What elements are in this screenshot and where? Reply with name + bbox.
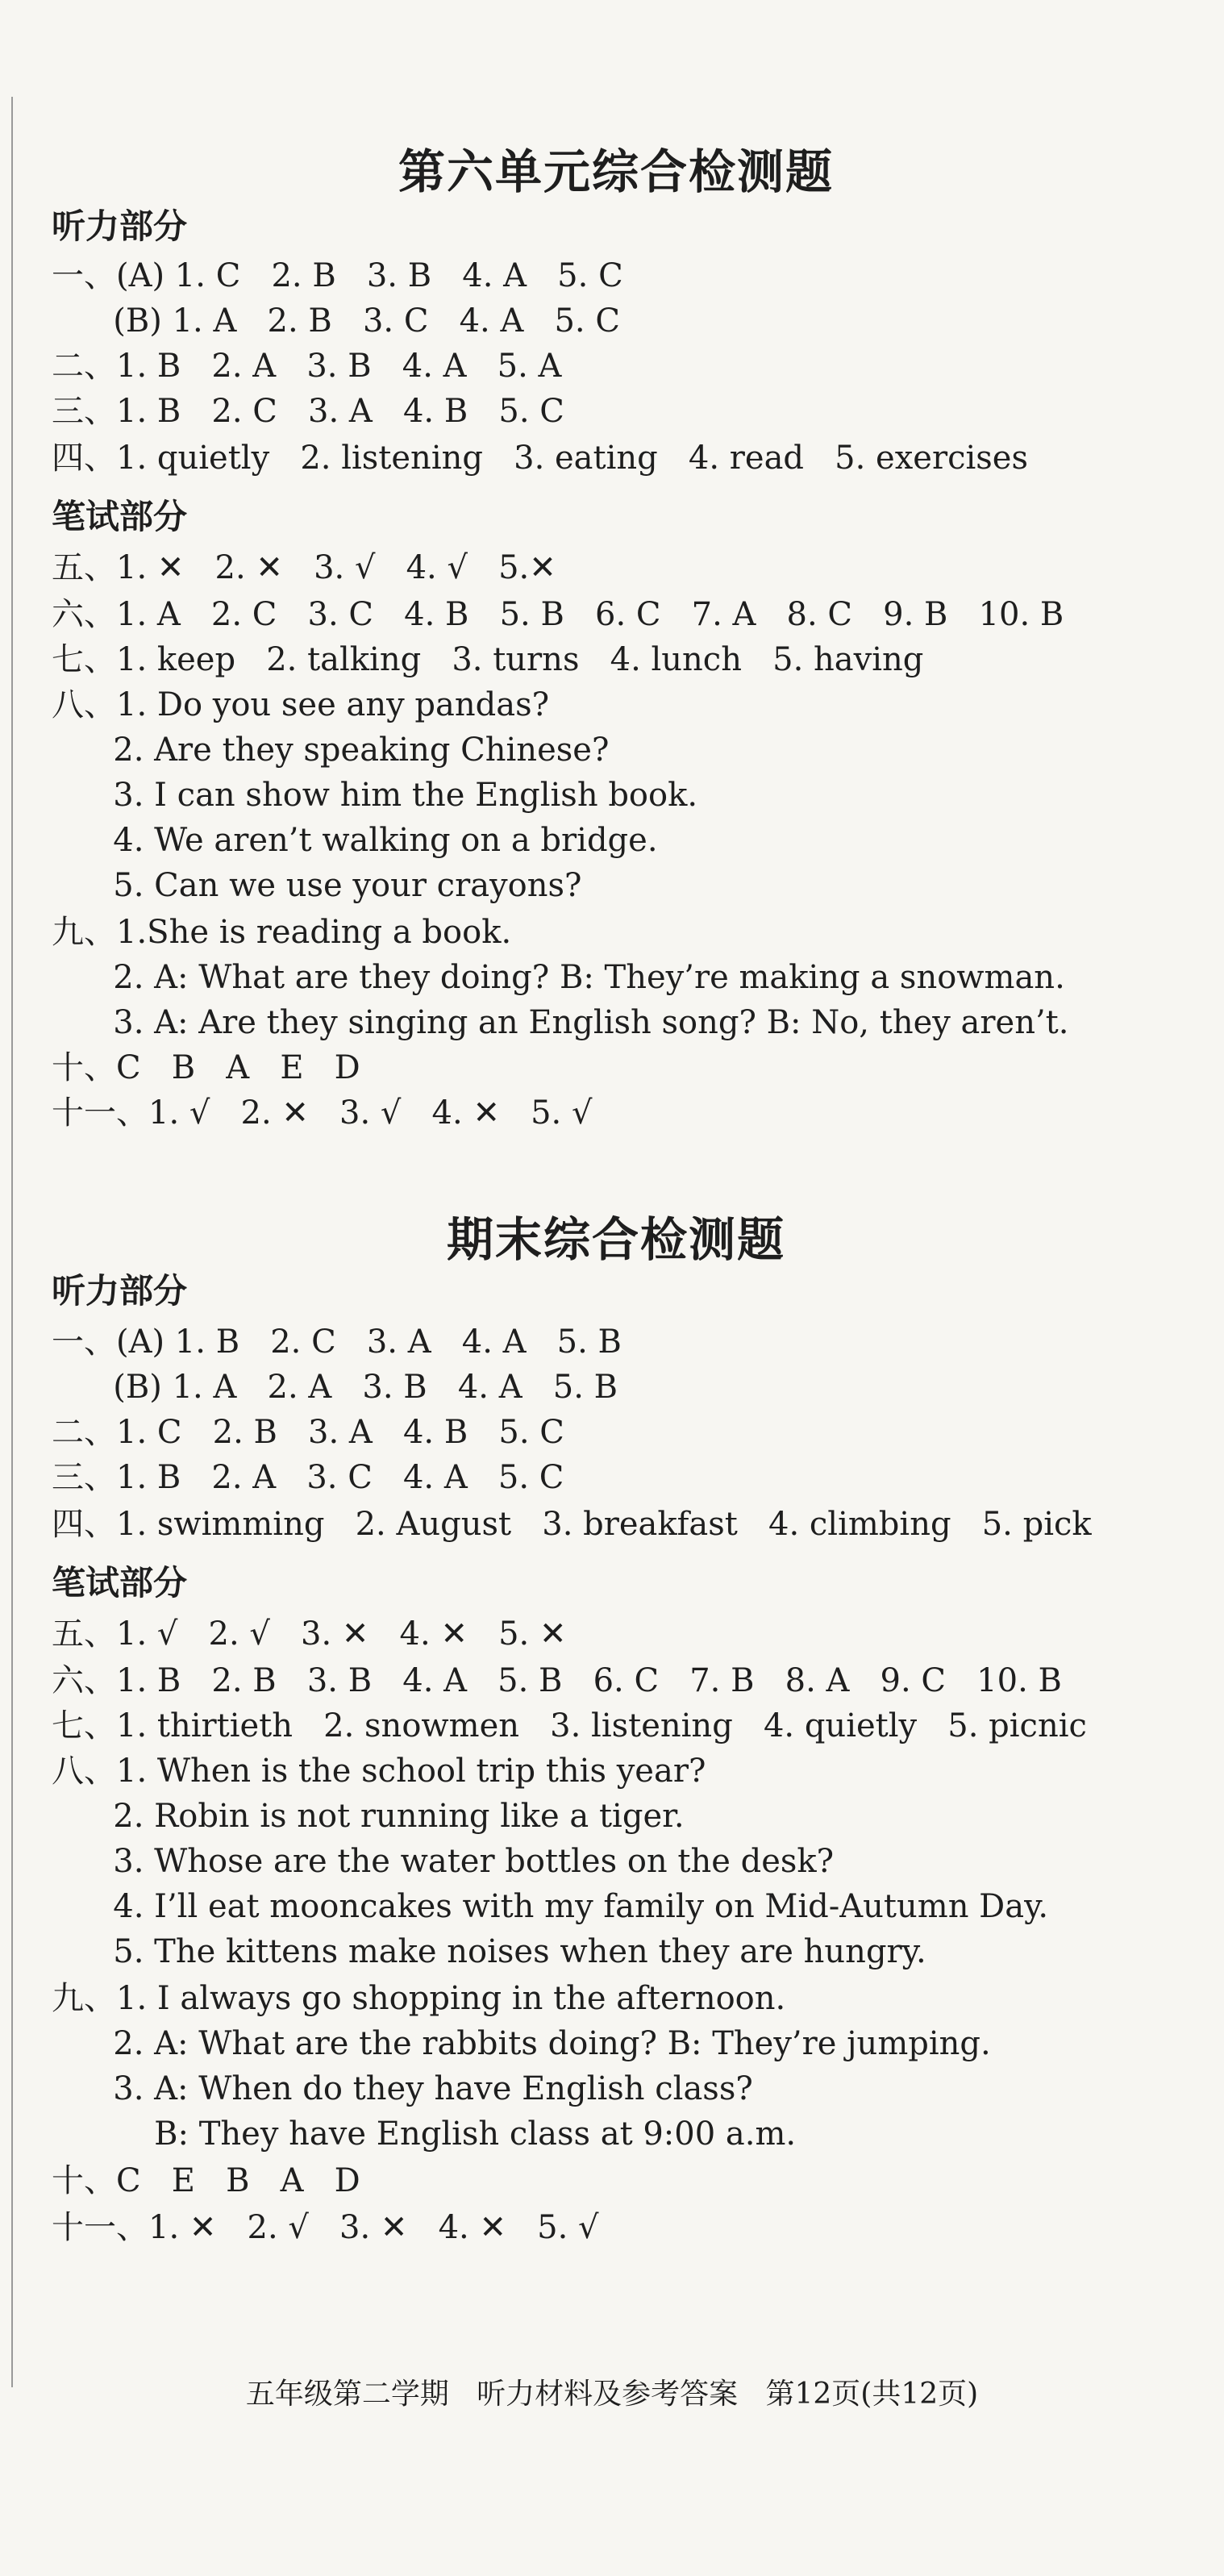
unit6-answer-line: 六、1. A 2. C 3. C 4. B 5. B 6. C 7. A 8. C 9. B 10. B <box>52 596 1064 633</box>
unit6-answer-line: 一、(A) 1. C 2. B 3. B 4. A 5. C <box>52 257 623 294</box>
final-answer-line: 十一、1. ✕ 2. √ 3. ✕ 4. ✕ 5. √ <box>52 2209 599 2246</box>
unit6-answer-line: 四、1. quietly 2. listening 3. eating 4. read 5. exercises <box>52 440 1028 477</box>
final-answer-line: 一、(A) 1. B 2. C 3. A 4. A 5. B <box>52 1323 622 1361</box>
unit6-answer-line: 三、1. B 2. C 3. A 4. B 5. C <box>52 393 564 430</box>
final-answer-line: 5. The kittens make noises when they are hungry. <box>52 1933 926 1970</box>
final-answer-line: 2. A: What are the rabbits doing? B: They’re jumping. <box>52 2025 991 2062</box>
unit6-answer-line: 5. Can we use your crayons? <box>52 867 582 904</box>
final-answer-line: 3. A: When do they have English class? <box>52 2070 753 2107</box>
final-writing-heading: 笔试部分 <box>52 1563 188 1603</box>
unit6-answer-line: 八、1. Do you see any pandas? <box>52 686 550 723</box>
final-answer-line: 六、1. B 2. B 3. B 4. A 5. B 6. C 7. B 8. A 9. C 10. B <box>52 1662 1062 1699</box>
final-answer-line: 3. Whose are the water bottles on the desk? <box>52 1843 835 1880</box>
final-answer-line: 三、1. B 2. A 3. C 4. A 5. C <box>52 1459 564 1496</box>
page-footer: 五年级第二学期 听力材料及参考答案 第12页(共12页) <box>245 2378 979 2411</box>
final-answer-line: 九、1. I always go shopping in the afternoon. <box>52 1980 786 2017</box>
unit6-answer-line: 十、C B A E D <box>52 1049 360 1086</box>
unit6-answer-line: 五、1. ✕ 2. ✕ 3. √ 4. √ 5.✕ <box>52 549 556 586</box>
final-answer-line: 4. I’ll eat mooncakes with my family on Mid-Autumn Day. <box>52 1888 1049 1925</box>
unit6-answer-line: 七、1. keep 2. talking 3. turns 4. lunch 5. having <box>52 641 924 678</box>
unit6-answer-line: 2. Are they speaking Chinese? <box>52 732 610 769</box>
unit6-answer-line: 3. I can show him the English book. <box>52 777 698 814</box>
final-answer-line: 2. Robin is not running like a tiger. <box>52 1798 685 1835</box>
unit6-answer-line: 十一、1. √ 2. ✕ 3. √ 4. ✕ 5. √ <box>52 1094 593 1132</box>
unit6-listening-heading: 听力部分 <box>52 206 188 246</box>
final-answer-line: B: They have English class at 9:00 a.m. <box>52 2115 797 2153</box>
unit6-writing-heading: 笔试部分 <box>52 497 188 536</box>
final-answer-line: 七、1. thirtieth 2. snowmen 3. listening 4. quietly 5. picnic <box>52 1707 1087 1744</box>
unit6-answer-line: 2. A: What are they doing? B: They’re making a snowman. <box>52 959 1065 996</box>
final-listening-heading: 听力部分 <box>52 1271 188 1311</box>
page-margin-line <box>11 97 13 2387</box>
final-answer-line: (B) 1. A 2. A 3. B 4. A 5. B <box>52 1369 618 1406</box>
unit6-answer-line: (B) 1. A 2. B 3. C 4. A 5. C <box>52 302 620 340</box>
final-answer-line: 八、1. When is the school trip this year? <box>52 1753 706 1790</box>
unit6-answer-line: 4. We aren’t walking on a bridge. <box>52 822 658 859</box>
final-title: 期末综合检测题 <box>446 1212 785 1267</box>
final-answer-line: 五、1. √ 2. √ 3. ✕ 4. ✕ 5. ✕ <box>52 1615 567 1653</box>
unit6-answer-line: 二、1. B 2. A 3. B 4. A 5. A <box>52 348 562 385</box>
final-answer-line: 四、1. swimming 2. August 3. breakfast 4. climbing 5. pick <box>52 1506 1092 1543</box>
unit6-answer-line: 九、1.She is reading a book. <box>52 914 512 951</box>
final-answer-line: 二、1. C 2. B 3. A 4. B 5. C <box>52 1414 564 1451</box>
unit6-title: 第六单元综合检测题 <box>398 144 834 199</box>
unit6-answer-line: 3. A: Are they singing an English song? B: No, they aren’t. <box>52 1004 1069 1041</box>
final-answer-line: 十、C E B A D <box>52 2162 360 2199</box>
